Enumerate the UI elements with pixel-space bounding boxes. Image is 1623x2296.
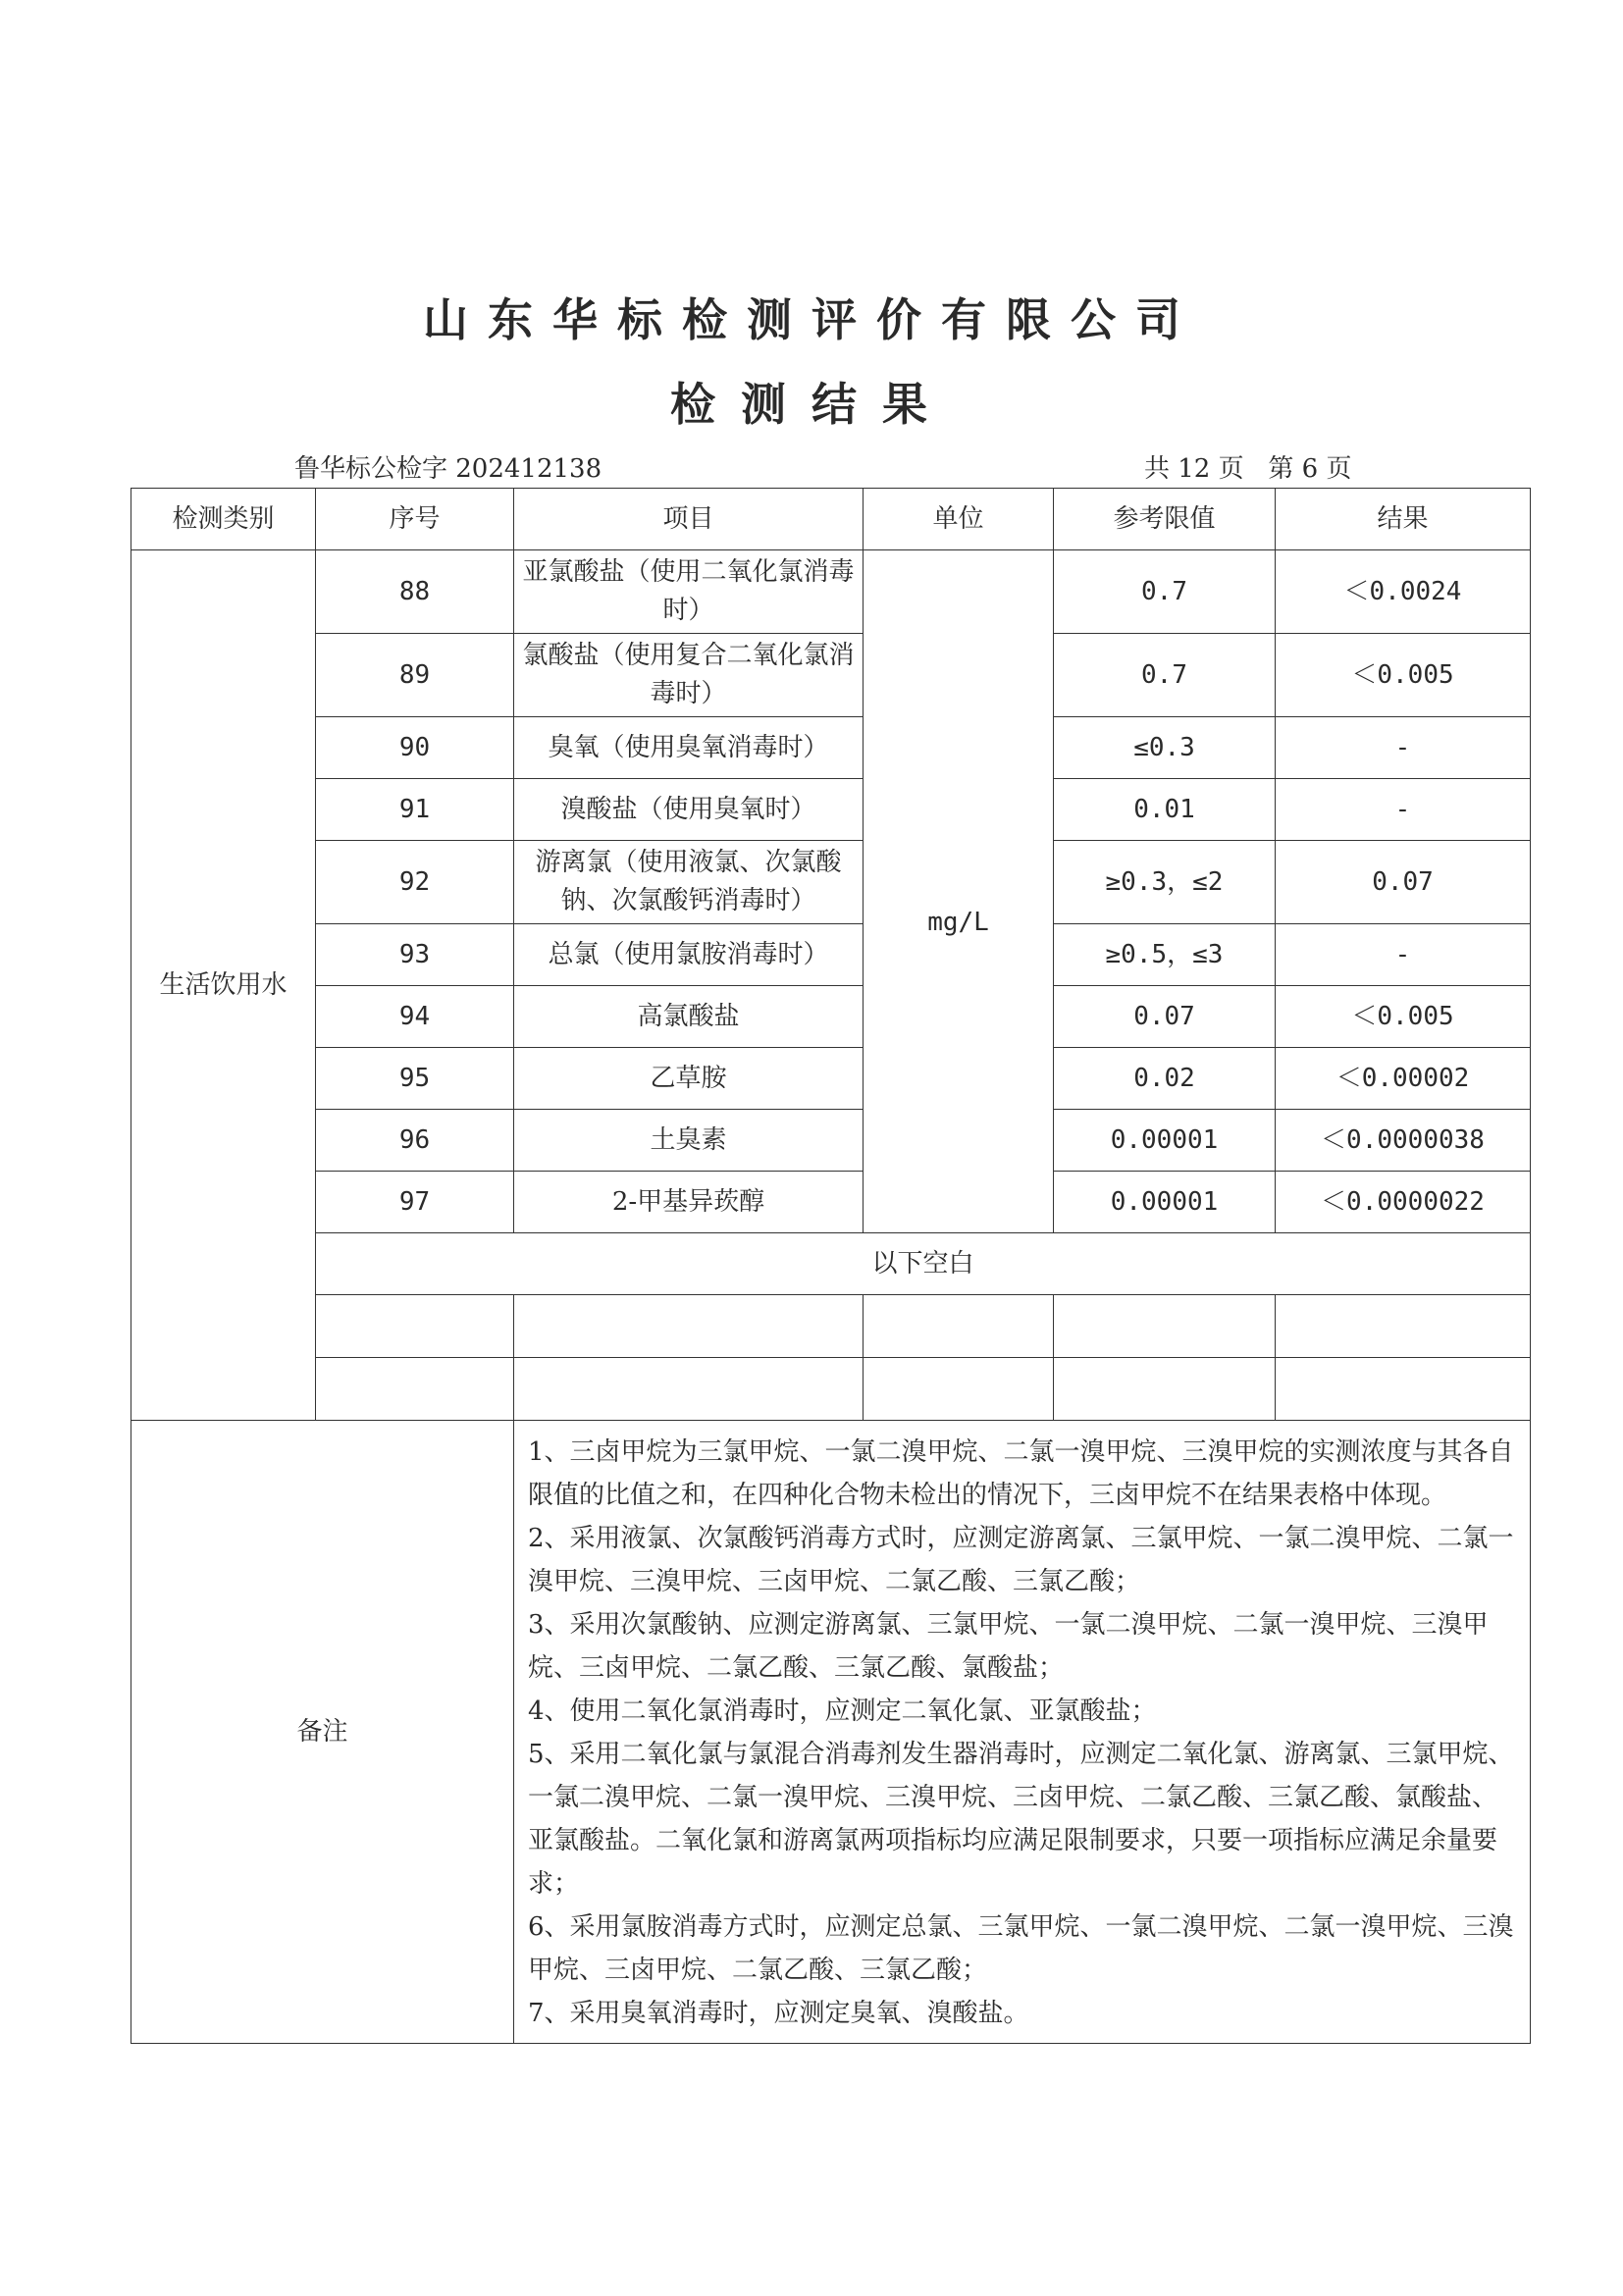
row-limit: 0.01 (1054, 779, 1276, 841)
notes-label: 备注 (131, 1421, 514, 2044)
row-number: 96 (316, 1110, 514, 1172)
empty-cell (1054, 1358, 1276, 1421)
row-result: 0.07 (1276, 841, 1531, 924)
table-row (131, 1172, 1531, 1233)
note-item: 6、采用氯胺消毒方式时，应测定总氯、三氯甲烷、一氯二溴甲烷、二氯一溴甲烷、三溴甲烷、三卤甲烷、二氯乙酸、三氯乙酸； (528, 1912, 1514, 1985)
category-cell: 生活饮用水 (131, 550, 316, 1421)
row-result: ＜0.0000022 (1276, 1172, 1531, 1233)
row-item: 乙草胺 (514, 1048, 864, 1110)
row-limit: 0.00001 (1054, 1172, 1276, 1233)
row-item: 高氯酸盐 (514, 986, 864, 1048)
blank-note: 以下空白 (316, 1233, 1531, 1295)
empty-row (131, 1358, 1531, 1421)
row-number: 90 (316, 717, 514, 779)
row-item: 亚氯酸盐（使用二氧化氯消毒时） (514, 550, 864, 634)
page-info: 共 12 页 第 6 页 (1144, 454, 1352, 484)
table-header-row (131, 489, 1531, 550)
table-row (131, 779, 1531, 841)
row-limit: 0.02 (1054, 1048, 1276, 1110)
row-limit: 0.7 (1054, 634, 1276, 717)
notes-content (514, 1421, 1531, 2044)
empty-cell (1276, 1358, 1531, 1421)
row-number: 89 (316, 634, 514, 717)
row-result: - (1276, 924, 1531, 986)
empty-row (131, 1295, 1531, 1358)
row-limit: 0.7 (1054, 550, 1276, 634)
empty-cell (514, 1295, 864, 1358)
row-result: - (1276, 717, 1531, 779)
table-row (131, 717, 1531, 779)
note-item: 1、三卤甲烷为三氯甲烷、一氯二溴甲烷、二氯一溴甲烷、三溴甲烷的实测浓度与其各自限值的比值之和，在四种化合物未检出的情况下，三卤甲烷不在结果表格中体现。 (528, 1437, 1514, 1510)
row-limit: 0.07 (1054, 986, 1276, 1048)
empty-cell (1276, 1295, 1531, 1358)
row-number: 94 (316, 986, 514, 1048)
empty-cell (864, 1358, 1054, 1421)
empty-cell (514, 1358, 864, 1421)
row-result: ＜0.0024 (1276, 550, 1531, 634)
row-result: ＜0.005 (1276, 986, 1531, 1048)
note-item: 4、使用二氧化氯消毒时，应测定二氧化氯、亚氯酸盐； (528, 1696, 1157, 1726)
row-limit: ≥0.3，≤2 (1054, 841, 1276, 924)
document-title: 检测结果 (670, 378, 953, 431)
row-number: 92 (316, 841, 514, 924)
table-row (131, 1110, 1531, 1172)
header-number: 序号 (316, 489, 514, 550)
header-limit: 参考限值 (1054, 489, 1276, 550)
header-unit: 单位 (864, 489, 1054, 550)
row-number: 97 (316, 1172, 514, 1233)
row-number: 91 (316, 779, 514, 841)
table-row (131, 550, 1531, 634)
note-item: 3、采用次氯酸钠、应测定游离氯、三氯甲烷、一氯二溴甲烷、二氯一溴甲烷、三溴甲烷、三卤甲烷、二氯乙酸、三氯乙酸、氯酸盐； (528, 1610, 1489, 1683)
empty-cell (316, 1358, 514, 1421)
row-result: - (1276, 779, 1531, 841)
unit-cell: mg/L (864, 550, 1054, 1233)
table-row (131, 924, 1531, 986)
table-row (131, 1048, 1531, 1110)
row-number: 93 (316, 924, 514, 986)
row-item: 臭氧（使用臭氧消毒时） (514, 717, 864, 779)
header-result: 结果 (1276, 489, 1531, 550)
table-row (131, 634, 1531, 717)
note-item: 5、采用二氧化氯与氯混合消毒剂发生器消毒时，应测定二氧化氯、游离氯、三氯甲烷、一氯二溴甲烷、二氯一溴甲烷、三溴甲烷、三卤甲烷、二氯乙酸、三氯乙酸、氯酸盐、亚氯酸盐。二氧化氯和游离氯两项指标均应满足限制要求，只要一项指标应满足余量要求； (528, 1740, 1514, 1899)
empty-cell (864, 1295, 1054, 1358)
note-item: 7、采用臭氧消毒时，应测定臭氧、溴酸盐。 (528, 1999, 1029, 2028)
row-item: 土臭素 (514, 1110, 864, 1172)
row-item: 总氯（使用氯胺消毒时） (514, 924, 864, 986)
row-result: ＜0.00002 (1276, 1048, 1531, 1110)
row-item: 氯酸盐（使用复合二氧化氯消毒时） (514, 634, 864, 717)
row-limit: ≤0.3 (1054, 717, 1276, 779)
row-limit: ≥0.5，≤3 (1054, 924, 1276, 986)
empty-cell (1054, 1295, 1276, 1358)
notes-row (131, 1421, 1531, 2044)
note-item: 2、采用液氯、次氯酸钙消毒方式时，应测定游离氯、三氯甲烷、一氯二溴甲烷、二氯一溴甲烷、三溴甲烷、三卤甲烷、二氯乙酸、三氯乙酸； (528, 1524, 1514, 1596)
row-number: 88 (316, 550, 514, 634)
empty-cell (316, 1295, 514, 1358)
row-result: ＜0.0000038 (1276, 1110, 1531, 1172)
blank-note-row (131, 1233, 1531, 1295)
row-item: 溴酸盐（使用臭氧时） (514, 779, 864, 841)
header-category: 检测类别 (131, 489, 316, 550)
header-item: 项目 (514, 489, 864, 550)
table-row (131, 841, 1531, 924)
row-item: 游离氯（使用液氯、次氯酸钠、次氯酸钙消毒时） (514, 841, 864, 924)
row-result: ＜0.005 (1276, 634, 1531, 717)
results-table (131, 488, 1531, 2044)
report-number: 鲁华标公检字 202412138 (294, 454, 602, 484)
row-number: 95 (316, 1048, 514, 1110)
row-item: 2-甲基异莰醇 (514, 1172, 864, 1233)
company-name: 山东华标检测评价有限公司 (423, 293, 1200, 346)
table-row (131, 986, 1531, 1048)
row-limit: 0.00001 (1054, 1110, 1276, 1172)
